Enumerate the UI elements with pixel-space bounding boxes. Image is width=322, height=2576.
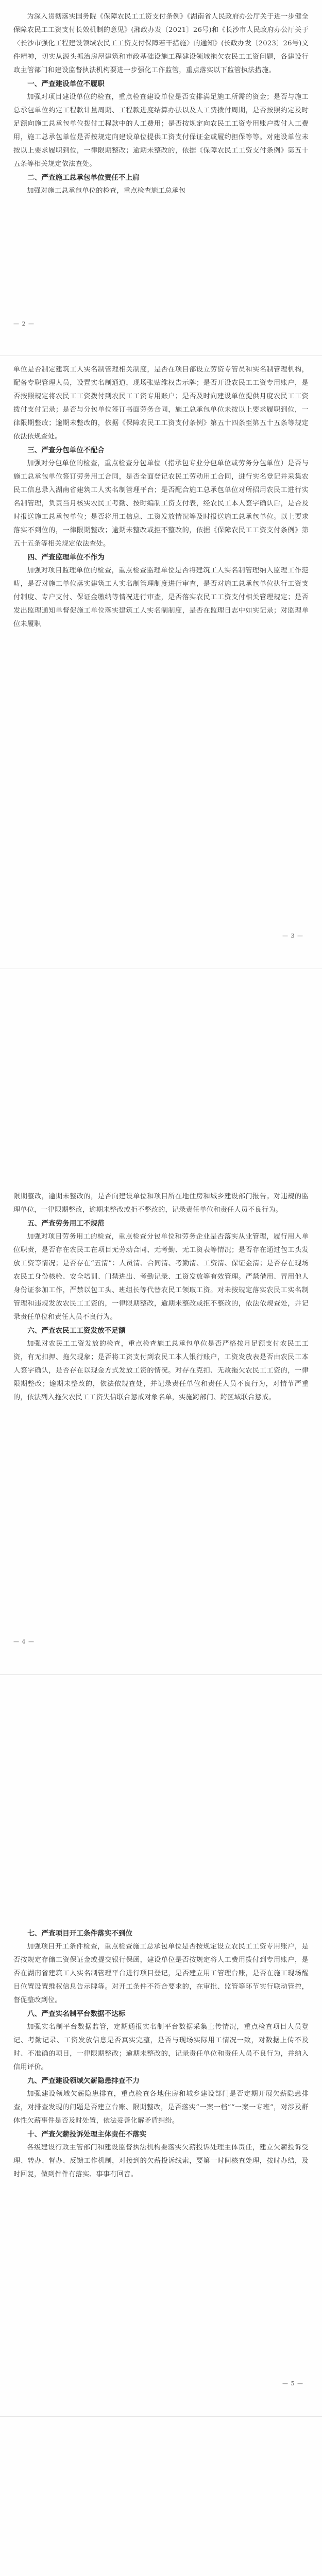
section-heading-5: 五、严查劳务用工不规范 xyxy=(27,1219,105,1228)
section-body-3: 加强对分包单位的检查，重点检查分包单位（指承包专业分包单位或劳务分包单位）是否与施工总承包单位签订劳务用工合同，是否全面登记农民工劳动用工合同，进行实名登记并采集农民工信息录入湖南省建筑工人实名制管理平台；是否配合施工总承包单位对所招用农民工进行实名制管理，负责当月核实农民工考勤、按时编制工资支付表，经农民工本人签字确认后，是否及时报送施工总承包单位；是否将用工信息、工资发放情况等及时报送施工总承包单位。以上要求落实不到位的，一律限期整改；逾期未整改或拒不整改的，依据《保障农民工工资支付条例》第五十五条等相关规定依法查处。 xyxy=(13,460,309,548)
page-divider xyxy=(0,1674,322,1675)
section-body-6: 加强对农民工工资发放的检查，重点检查施工总承包单位是否严格按月足额支付农民工工资，有无扣押、拖欠现象；是否将工资支付到农民工本人银行账户，工资发放表是否由农民工本人签字确认，是否存在以现金方式发放工资的情况。对存在克扣、无故拖欠农民工工资的，一律限期整改；逾期未整改的，依法依规查处，并记录责任单位和责任人员不良行为，对情节严重的，依法列入拖欠农民工工资失信联合惩戒对象名单，实施跨部门、跨区域联合惩戒。 xyxy=(13,1340,309,1401)
section-heading-7: 七、严查项目开工条件落实不到位 xyxy=(27,1929,133,1938)
document-page-1 xyxy=(0,10,322,198)
document-page-3 xyxy=(0,1190,322,1404)
section-heading-1: 一、严查建设单位不履职 xyxy=(27,80,105,88)
section-body-8: 加强实名制平台数据监管，定期通报实名制平台数据采集上传情况，重点检查项目人员登记、考勤记录、工资发放信息是否真实完整，是否与现场实际用工情况一致，对数据上传不及时、不准确的项目，一律限期整改；逾期未整改的，记录责任单位和责任人员不良行为，并纳入信用评价。 xyxy=(13,2023,309,2071)
document-page-4 xyxy=(0,1927,322,2181)
page-divider xyxy=(0,355,322,356)
page-number-3: — 3 — xyxy=(282,933,303,939)
section-body-4-cont: 限期整改，逾期未整改的，是否向建设单位和项目所在地住房和城乡建设部门报告。对违规的监理单位，一律限期整改，逾期未整改或拒不整改的，记录责任单位和责任人员不良行为。 xyxy=(13,1193,309,1214)
section-body-2-cont: 单位是否制定建筑工人实名制管理相关制度，是否在项目部设立劳资专管员和实名制管理机构，配备专职管理人员，设置实名制通道，现场张贴维权告示牌；是否开设农民工工资专用账户，是否按照规定将农民工工资拨付到农民工工资专用账户；是否及时向建设单位提供月度农民工工资拨付支付记录；是否与分包单位签订书面劳务合同，施工总承包单位未按以上要求履职到位，一律限期整改；逾期未整改的，依据《保障农民工工资支付条例》第五十四条至第五十五条等规定依法依规查处。 xyxy=(13,366,309,440)
section-heading-8: 八、严查实名制平台数据不达标 xyxy=(27,2010,126,2018)
document-page-2 xyxy=(0,363,322,631)
section-heading-10: 十、严查欠薪投诉处理主体责任不落实 xyxy=(27,2130,147,2139)
page-divider xyxy=(0,2416,322,2417)
section-body-5: 加强对项目劳务用工的检查，重点检查分包单位和劳务企业是否落实从业管理，履行用人单位职责，是否存在农民工在项目无劳动合同、无考勤、无工资表等情况；是否存在通过包工头发放工资等情况；是否存在“五清”：人员清、合同清、考勤清、工资清、保证金清；是否存在现场农民工身份核验、安全培训、门禁进出、考勤记录、工资发放等有效管理。严禁借用、冒用他人身份证参加工作，严禁以包工头、班组长等代替农民工领取工资。对未按规定落实农民工实名制管理和违规发放农民工工资的，一律限期整改，逾期未整改或拒不整改的，依法依规查处，并记录责任单位和责任人员不良行为。 xyxy=(13,1233,309,1321)
section-heading-3: 三、严查分包单位不配合 xyxy=(27,446,105,454)
page-number-2: — 2 — xyxy=(13,320,35,327)
page-number-4: — 4 — xyxy=(13,1638,35,1645)
section-body-9: 加强建设领域欠薪隐患排查，重点检查各地住房和城乡建设部门是否定期开展欠薪隐患排查，对排查发现的问题是否建立台账、限期整改，是否落实“一案一档”“一案一专班”，对涉及群体性欠薪事件是否及时处置，依法妥善化解矛盾纠纷。 xyxy=(13,2090,309,2125)
page-number-5: — 5 — xyxy=(282,2380,303,2387)
section-heading-2: 二、严查施工总承包单位责任不上肩 xyxy=(27,174,140,182)
section-body-1: 加强对项目建设单位的检查，重点检查建设单位是否安排满足施工所需的资金；是否与施工总承包单位约定工程款计量周期、工程款进度结算办法以及人工费拨付周期，是否按照约定及时足额向施工总承包单位拨付工程款中的人工费用；是否按规定向农民工工资专用账户拨付人工费用，施工总承包单位是否按规定向建设单位提供工资支付保证金或履约担保等等。对建设单位未按以上要求履职到位，一律限期整改；逾期未整改的，依据《保障农民工工资支付条例》第五十五条等相关规定依法查处。 xyxy=(13,93,309,168)
section-body-2-start: 加强对施工总承包单位的检查，重点检查施工总承包 xyxy=(27,187,186,195)
section-body-10: 各级建设行政主管部门和建设监督执法机构要落实欠薪投诉处理主体责任，建立欠薪投诉受理、转办、督办、反馈工作机制，对接到的欠薪投诉线索，要第一时间核查处理，按时办结，及时回复，做到件件有落实、事事有回音。 xyxy=(13,2144,309,2178)
section-heading-9: 九、严查建设领域欠薪隐患排查不力 xyxy=(27,2077,140,2085)
section-heading-4: 四、严查监理单位不作为 xyxy=(27,553,105,562)
section-heading-6: 六、严查农民工工资发放不足额 xyxy=(27,1327,126,1335)
intro-paragraph: 为深入贯彻落实国务院《保障农民工工资支付条例》《湖南省人民政府办公厅关于进一步健全保障农民工工资支付长效机制的意见》(湘政办发〔2021〕26号)和《长沙市人民政府办公厅关于〈长沙市强化工程建设领域农民工工资支付保障若干措施〉的通知》(长政办发〔2023〕26号)文件精神，切实从源头抓治房屋建筑和市政基础设施工程建设领域拖欠农民工工资问题，各建设行政主管部门和建设监督执法机构要进一步强化工作监管，重点落实以下监管执法措施。 xyxy=(13,13,309,74)
section-body-7: 加强项目开工条件检查，重点检查施工总承包单位是否按规定设立农民工工资专用账户，是否按规定存储工资保证金或提交银行保函，建设单位是否按规定将人工费用拨付到专用账户，是否在湖南省建筑工人实名制管理平台进行项目登记，是否建立用工管理台账，是否在施工现场醒目位置设置维权信息告示牌等。对开工条件不符合要求的，在审批、监管等环节实行联动管控，督促整改到位。 xyxy=(13,1943,309,2004)
section-body-4-start: 加强对项目监理单位的检查，重点检查监理单位是否将建筑工人实名制管理纳入监理工作范畴，是否对施工单位落实建筑工人实名制管理制度进行审查，是否对施工总承包单位执行工资支付制度、专户支付、保证金缴纳等情况进行审查，是否落实农民工工资支付相关管理规定；是否发出监理通知单督促施工单位落实建筑工人实名制制度，是否在监理日志中如实记录；对监理单位未履职 xyxy=(13,567,309,628)
